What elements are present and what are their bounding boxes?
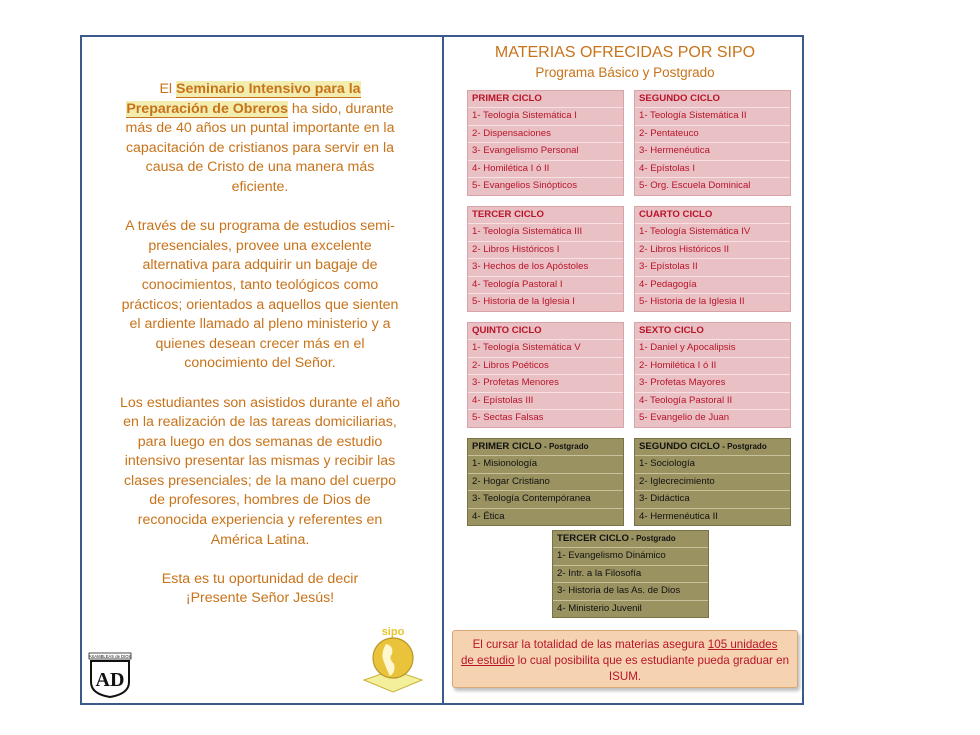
materia-item: 1- Evangelismo Dinámico bbox=[553, 547, 708, 565]
p1-pre: El bbox=[159, 81, 177, 97]
materia-item: 5- Evangelio de Juan bbox=[635, 409, 790, 427]
materia-item: 4- Pedagogía bbox=[635, 276, 790, 294]
postgrado-box-primer bbox=[467, 438, 624, 526]
materia-item: 4- Ministerio Juvenil bbox=[553, 600, 708, 618]
materia-item: 2- Intr. a la Filosofía bbox=[553, 565, 708, 583]
svg-text:ASAMBLEAS de DIOS: ASAMBLEAS de DIOS bbox=[88, 653, 132, 659]
postgrado-title bbox=[635, 439, 790, 455]
materia-item: 4- Ética bbox=[468, 508, 623, 526]
materia-item: 3- Historia de las As. de Dios bbox=[553, 582, 708, 600]
postgrado-title bbox=[553, 531, 708, 547]
materia-item: 5- Historia de la Iglesia II bbox=[635, 293, 790, 311]
postgrado-title bbox=[468, 439, 623, 455]
materia-item: 5- Historia de la Iglesia I bbox=[468, 293, 623, 311]
materia-item: 2- Dispensaciones bbox=[468, 125, 623, 143]
materia-item: 1- Teología Sistemática I bbox=[468, 107, 623, 125]
materia-item: 3- Didáctica bbox=[635, 490, 790, 508]
materia-item: 2- Iglecrecimiento bbox=[635, 473, 790, 491]
materia-item: 3- Hermenéutica bbox=[635, 142, 790, 160]
materia-item: 2- Hogar Cristiano bbox=[468, 473, 623, 491]
sipo-globe-logo bbox=[360, 622, 426, 694]
materia-item: 1- Misionología bbox=[468, 455, 623, 473]
postgrado-box-tercer bbox=[552, 530, 709, 618]
ciclo-box-tercer bbox=[467, 206, 624, 312]
materia-item: 5- Sectas Falsas bbox=[468, 409, 623, 427]
postgrado-label: - Postgrado bbox=[720, 442, 767, 451]
materia-item: 1- Teología Sistemática V bbox=[468, 339, 623, 357]
materia-item: 1- Teología Sistemática III bbox=[468, 223, 623, 241]
materia-item: 1- Teología Sistemática II bbox=[635, 107, 790, 125]
materia-item: 2- Homilética I ó II bbox=[635, 357, 790, 375]
ciclo-box-segundo bbox=[634, 90, 791, 196]
note-post: lo cual posibilita que es estudiante pueda graduar en ISUM. bbox=[514, 654, 790, 683]
asambleas-de-dios-logo bbox=[88, 652, 132, 698]
materia-item: 4- Epístolas I bbox=[635, 160, 790, 178]
ciclo-title: SEXTO CICLO bbox=[639, 325, 704, 336]
intro-paragraph-2: A través de su programa de estudios semi-presenciales, provee una excelente alternativa para adquirir un bagaje de conocimientos, tanto teológicos como prácticos; orientados a aquellos que sienten el ardiente llamado al pleno ministerio y a quienes desean crecer más en el conocimiento del Señor. bbox=[121, 218, 399, 372]
materia-item: 3- Profetas Menores bbox=[468, 374, 623, 392]
intro-paragraph-4 bbox=[118, 570, 402, 609]
materia-item: 3- Profetas Mayores bbox=[635, 374, 790, 392]
ciclo-title: QUINTO CICLO bbox=[472, 325, 542, 336]
materias-subtitle: Programa Básico y Postgrado bbox=[535, 65, 715, 80]
materia-item: 2- Libros Poéticos bbox=[468, 357, 623, 375]
materia-item: 4- Teología Pastoral I bbox=[468, 276, 623, 294]
materia-item: 2- Libros Históricos I bbox=[468, 241, 623, 259]
seminario-highlight: Seminario Intensivo para la Preparación de Obreros bbox=[126, 81, 361, 117]
ciclo-title: CUARTO CICLO bbox=[639, 209, 713, 220]
materia-item: 1- Daniel y Apocalipsis bbox=[635, 339, 790, 357]
ciclo-title: TERCER CICLO bbox=[472, 209, 544, 220]
materia-item: 3- Teología Contempóranea bbox=[468, 490, 623, 508]
postgrado-ciclo-name: SEGUNDO CICLO bbox=[639, 441, 721, 452]
materia-item: 1- Teología Sistemática IV bbox=[635, 223, 790, 241]
ciclo-title: SEGUNDO CICLO bbox=[639, 93, 721, 104]
postgrado-label: - Postgrado bbox=[541, 442, 589, 451]
materia-item: 5- Org. Escuela Dominical bbox=[635, 177, 790, 195]
postgrado-label: - Postgrado bbox=[628, 534, 676, 543]
ciclo-box-quinto bbox=[467, 322, 624, 428]
postgrado-ciclo-name: TERCER CICLO bbox=[557, 533, 629, 544]
note-pre: El cursar la totalidad de las materias asegura bbox=[472, 638, 708, 651]
materia-item: 5- Evangelios Sinópticos bbox=[468, 177, 623, 195]
materia-item: 3- Evangelismo Personal bbox=[468, 142, 623, 160]
p1-post: ha sido, durante más de 40 años un puntal importante en la capacitación de cristianos para servir en la causa de Cristo de una manera más eficiente. bbox=[125, 100, 395, 195]
svg-text:AD: AD bbox=[95, 669, 125, 691]
panel-divider bbox=[442, 35, 444, 705]
units-note bbox=[452, 630, 798, 688]
intro-text bbox=[118, 80, 402, 609]
postgrado-box-segundo bbox=[634, 438, 791, 526]
note-units: 105 unidades bbox=[707, 638, 778, 651]
p4-line2: ¡Presente Señor Jesús! bbox=[185, 590, 335, 607]
materia-item: 4- Homilética I ó II bbox=[468, 160, 623, 178]
p4-line1: Esta es tu oportunidad de decir bbox=[161, 570, 359, 587]
ciclo-title: PRIMER CICLO bbox=[472, 93, 542, 104]
materias-title: MATERIAS OFRECIDAS POR SIPO bbox=[494, 44, 756, 61]
ciclo-box-cuarto bbox=[634, 206, 791, 312]
materia-item: 2- Libros Históricos II bbox=[635, 241, 790, 259]
intro-paragraph-3: Los estudiantes son asistidos durante el año en la realización de las tareas domiciliarias, para luego en dos semanas de estudio intensivo presentar las mismas y recibir las clases presenciales; de la mano del cuerpo de profesores, hombres de Dios de reconocida experiencia y referentes en América Latina. bbox=[120, 394, 400, 548]
materia-item: 4- Epístolas III bbox=[468, 392, 623, 410]
materia-item: 4- Teología Pastoral II bbox=[635, 392, 790, 410]
postgrado-ciclo-name: PRIMER CICLO bbox=[472, 441, 542, 452]
materia-item: 4- Hermenéutica II bbox=[635, 508, 790, 526]
materia-item: 1- Sociología bbox=[635, 455, 790, 473]
materia-item: 2- Pentateuco bbox=[635, 125, 790, 143]
intro-paragraph-1 bbox=[118, 80, 402, 198]
materia-item: 3- Hechos de los Apóstoles bbox=[468, 258, 623, 276]
note-study: de estudio bbox=[460, 654, 515, 667]
ciclo-box-sexto bbox=[634, 322, 791, 428]
materia-item: 3- Epístolas II bbox=[635, 258, 790, 276]
ciclo-box-primer bbox=[467, 90, 624, 196]
svg-text:sipo: sipo bbox=[381, 626, 405, 638]
